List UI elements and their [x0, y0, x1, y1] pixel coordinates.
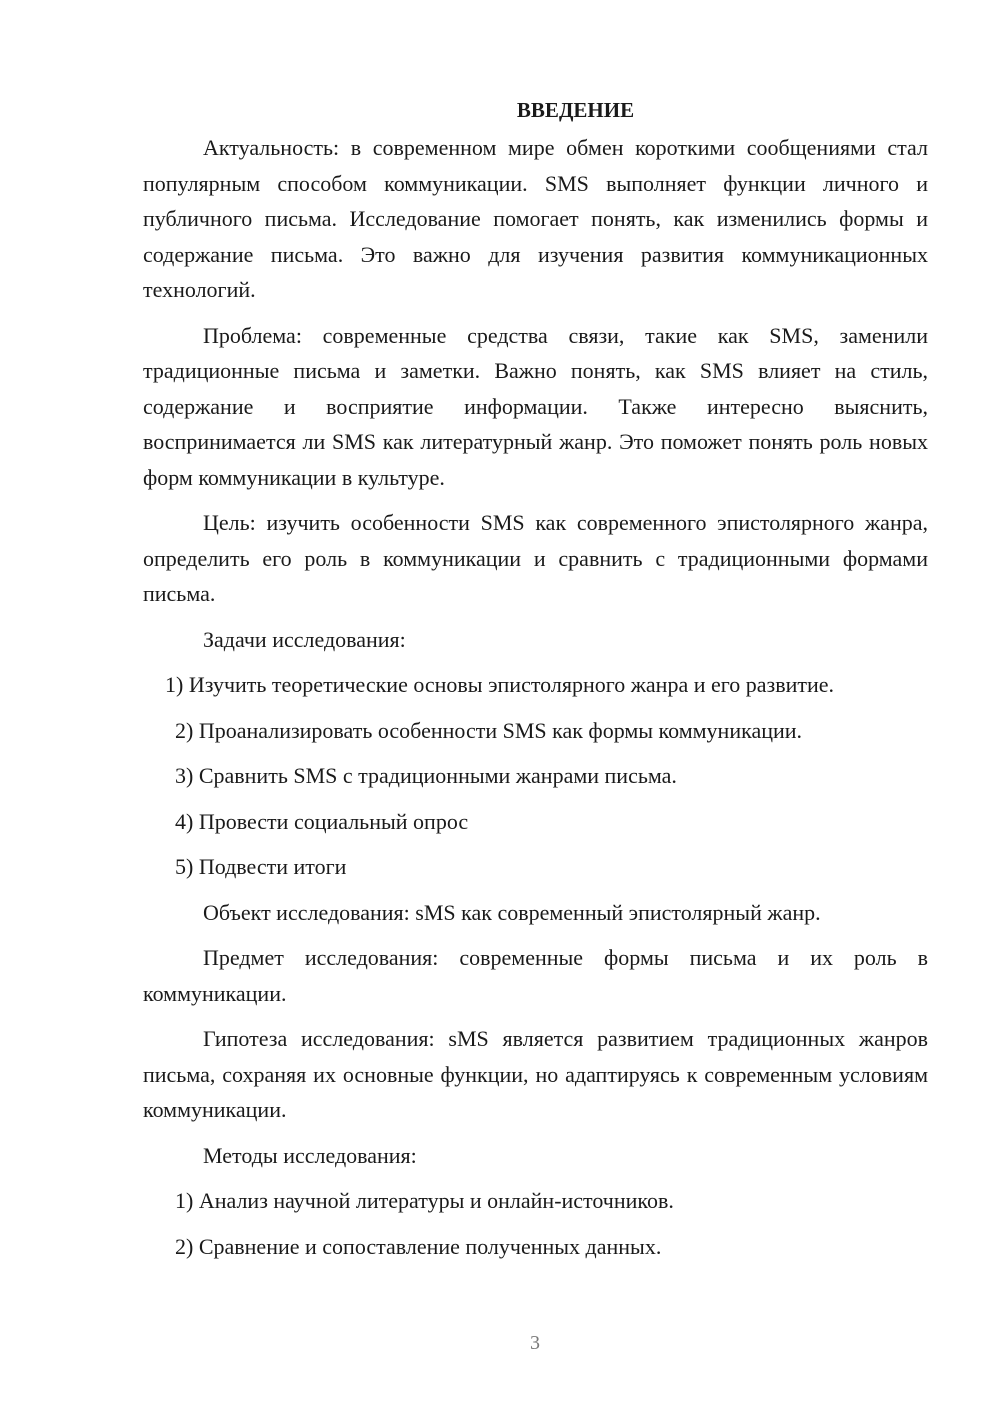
task-item-2: 2) Проанализировать особенности SMS как формы коммуникации. — [175, 717, 803, 743]
method-item-1: 1) Анализ научной литературы и онлайн-источников. — [175, 1188, 674, 1213]
subject-paragraph: Предмет исследования: современные формы письма и их роль в коммуникации. — [143, 945, 928, 1006]
hypothesis-paragraph: Гипотеза исследования: sMS является развитием традиционных жанров письма, сохраняя их основные функции, но адаптируясь к современным условиям коммуникации. — [143, 1026, 928, 1122]
problem-paragraph: Проблема: современные средства связи, такие как SMS, заменили традиционные письма и заметки. Важно понять, как SMS влияет на стиль, содержание и восприятие информации. Также интересно выяснить, воспринимается ли SMS как литературный жанр. Это поможет понять роль новых форм коммуникации в культуре. — [143, 322, 928, 490]
goal-paragraph: Цель: изучить особенности SMS как современного эпистолярного жанра, определить его роль в коммуникации и сравнить с традиционными формами письма. — [143, 510, 928, 606]
method-item-2: 2) Сравнение и сопоставление полученных данных. — [175, 1233, 662, 1259]
task-item-5: 5) Подвести итоги — [175, 854, 347, 879]
object-paragraph: Объект исследования: sMS как современный эпистолярный жанр. — [203, 899, 821, 925]
tasks-heading: Задачи исследования: — [203, 626, 406, 652]
task-item-3: 3) Сравнить SMS с традиционными жанрами письма. — [175, 763, 677, 788]
document-body — [143, 92, 928, 1274]
methods-heading: Методы исследования: — [203, 1142, 417, 1168]
page-number: 3 — [530, 1332, 540, 1354]
page-title: ВВЕДЕНИЕ — [516, 98, 635, 122]
task-item-4: 4) Провести социальный опрос — [175, 808, 469, 834]
task-item-1: 1) Изучить теоретические основы эпистолярного жанра и его развитие. — [165, 672, 835, 697]
relevance-paragraph: Актуальность: в современном мире обмен короткими сообщениями стал популярным способом коммуникации. SMS выполняет функции личного и публичного письма. Исследование помогает понять, как изменились формы и содержание письма. Это важно для изучения развития коммуникационных технологий. — [143, 135, 928, 302]
